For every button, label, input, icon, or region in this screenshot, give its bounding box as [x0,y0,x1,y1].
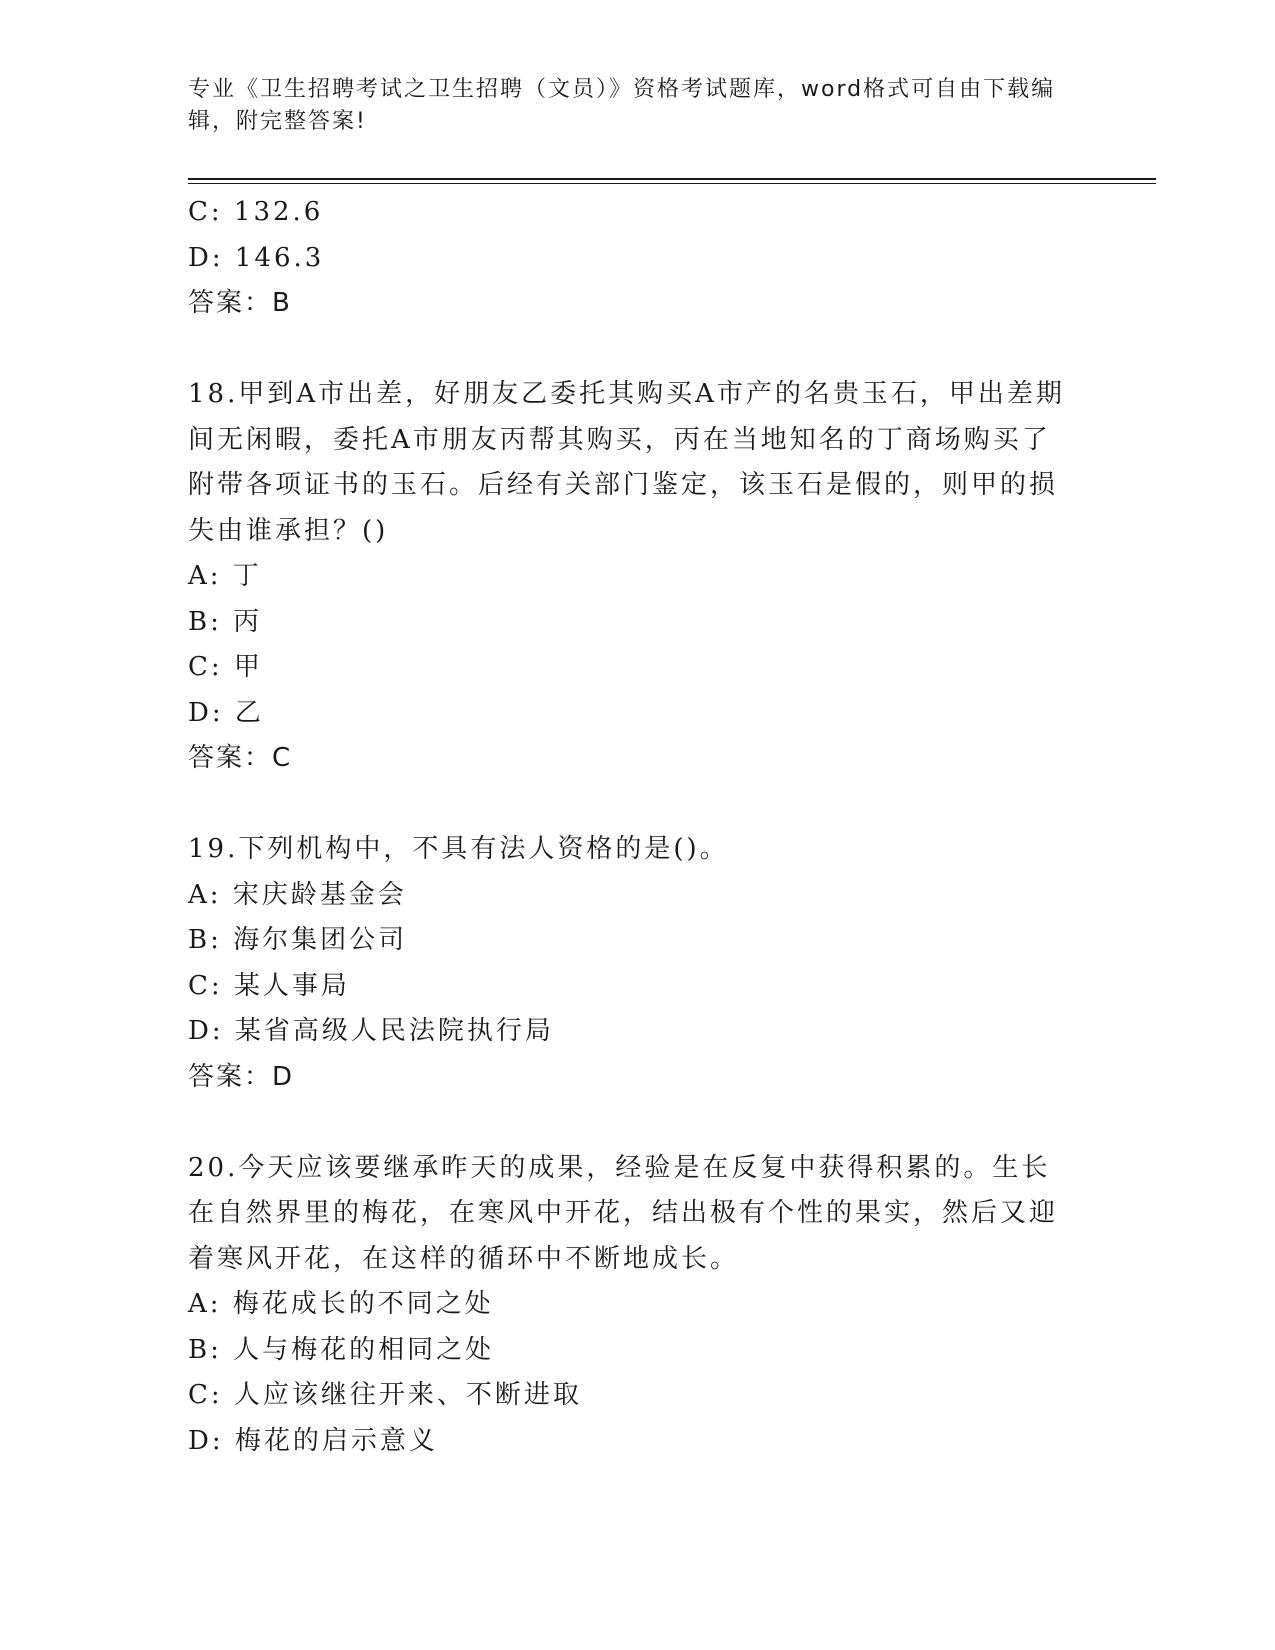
header-rule-thin [188,183,1156,184]
option-c: C: 某人事局 [188,970,350,1001]
header-rule-thick [188,178,1156,180]
option-d: D: 乙 [188,697,264,728]
answer-line: 答案：B [188,288,292,318]
document-header: 专业《卫生招聘考试之卫生招聘（文员）》资格考试题库，word格式可自由下载编辑，附完整答案! [188,77,1056,134]
option-d: D: 某省高级人民法院执行局 [188,1016,554,1046]
question-20 [188,1146,1088,1465]
option-b: B: 人与梅花的相同之处 [188,1334,495,1365]
question-stem: 19.下列机构中，不具有法人资格的是()。 [188,834,729,864]
option-a: A: 丁 [188,561,262,591]
question-stem: 18.甲到A市出差，好朋友乙委托其购买A市产的名贵玉石，甲出差期间无闲暇，委托A市朋友丙帮其购买，丙在当地知名的丁商场购买了附带各项证书的玉石。后经有关部门鉴定，该玉石是假的，则甲的损失由谁承担？() [188,379,1065,546]
spacer [188,327,1088,373]
question-stem: 20.今天应该要继承昨天的成果，经验是在反复中获得积累的。生长在自然界里的梅花，在寒风中开花，结出极有个性的果实，然后又迎着寒风开花，在这样的循环中不断地成长。 [188,1152,1059,1274]
spacer [188,782,1088,828]
spacer [188,1100,1088,1146]
question-18 [188,372,1088,782]
question-list [188,190,1088,1464]
option-c: C: 人应该继往开来、不断进取 [188,1380,582,1410]
prev-question [188,190,1088,327]
option-d: D: 146.3 [188,242,325,273]
option-d: D: 梅花的启示意义 [188,1425,438,1456]
option-a: A: 宋庆龄基金会 [188,879,407,910]
option-b: B: 丙 [188,606,263,637]
option-a: A: 梅花成长的不同之处 [188,1289,494,1319]
option-c: C: 132.6 [188,197,324,227]
question-19 [188,827,1088,1100]
option-b: B: 海尔集团公司 [188,925,408,955]
answer-line: 答案：D [188,1061,295,1092]
answer-line: 答案：C [188,743,293,773]
option-c: C: 甲 [188,652,263,682]
